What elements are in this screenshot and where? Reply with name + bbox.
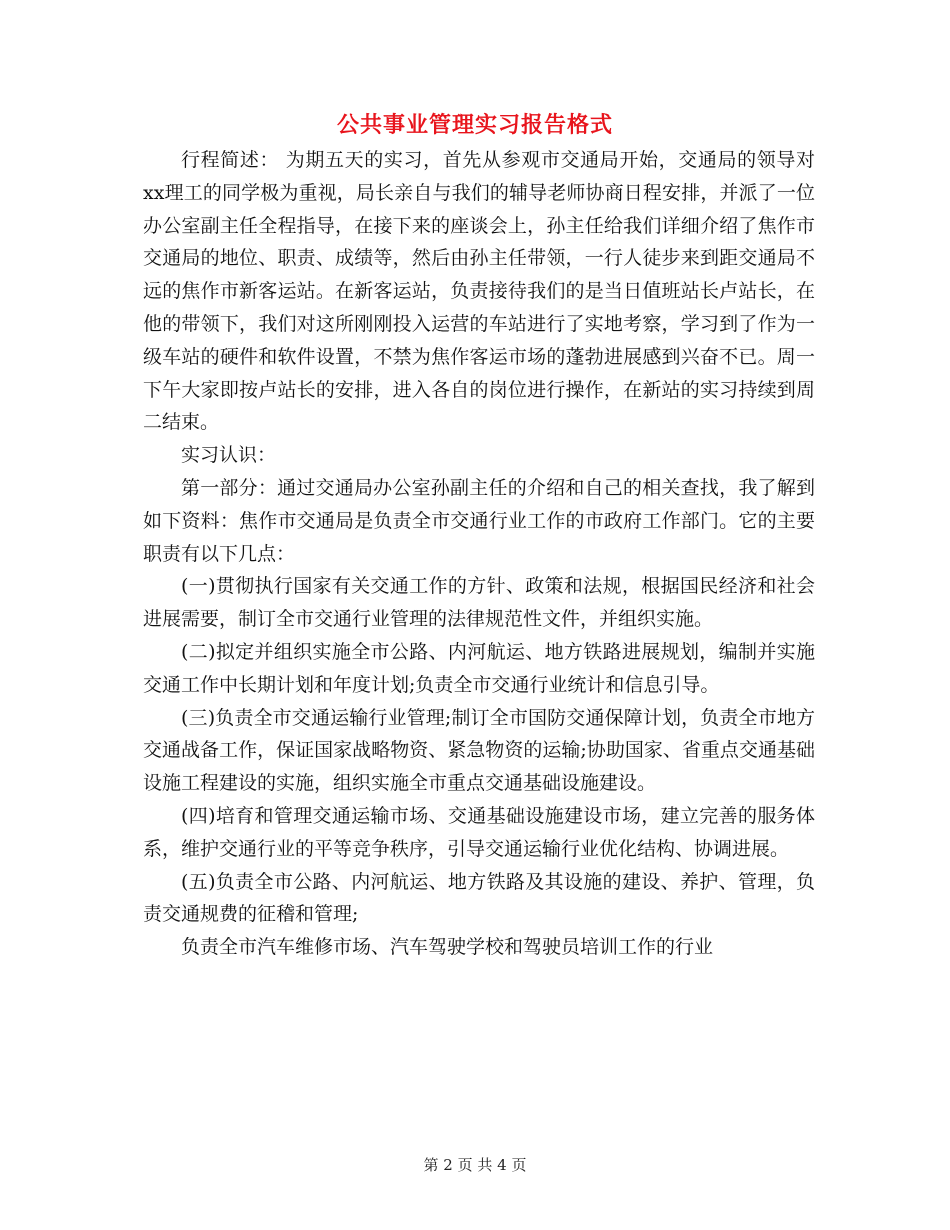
paragraph-itinerary: 行程简述： 为期五天的实习，首先从参观市交通局开始，交通局的领导对xx理工的同学极为重视，局长亲自与我们的辅导老师协商日程安排，并派了一位办公室副主任全程指导，在接下来的座谈会上，孙主任给我们详细介绍了焦作市交通局的地位、职责、成绩等，然后由孙主任带领，一行人徒步来到距交通局不远的焦作市新客运站。在新客运站，负责接待我们的是当日值班站长卢站长，在他的带领下，我们对这所刚刚投入运营的车站进行了实地考察，学习到了作为一级车站的硬件和软件设置，不禁为焦作客运市场的蓬勃进展感到兴奋不已。周一下午大家即按卢站长的安排，进入各自的岗位进行操作，在新站的实习持续到周二结束。 — [143, 149, 815, 434]
paragraph-duty-1: (一)贯彻执行国家有关交通工作的方针、政策和法规，根据国民经济和社会进展需要，制订全市交通行业管理的法律规范性文件，并组织实施。 — [143, 575, 815, 631]
paragraph-duty-4: (四)培育和管理交通运输市场、交通基础设施建设市场，建立完善的服务体系，维护交通行业的平等竞争秩序，引导交通运输行业优化结构、协调进展。 — [143, 804, 815, 860]
paragraph-duty-5: (五)负责全市公路、内河航运、地方铁路及其设施的建设、养护、管理，负责交通规费的征稽和管理; — [143, 870, 815, 926]
page-number-footer: 第 2 页 共 4 页 — [423, 1156, 527, 1174]
paragraph-duty-6: 负责全市汽车维修市场、汽车驾驶学校和驾驶员培训工作的行业 — [181, 936, 714, 959]
paragraph-part-one: 第一部分：通过交通局办公室孙副主任的介绍和自己的相关查找，我了解到如下资料：焦作市交通局是负责全市交通行业工作的市政府工作部门。它的主要职责有以下几点： — [143, 476, 815, 565]
paragraph-heading-understanding: 实习认识： — [181, 444, 277, 467]
paragraph-duty-3: (三)负责全市交通运输行业管理;制订全市国防交通保障计划，负责全市地方交通战备工作，保证国家战略物资、紧急物资的运输;协助国家、省重点交通基础设施工程建设的实施，组织实施全市重点交通基础设施建设。 — [143, 706, 815, 795]
document-body — [143, 144, 815, 964]
paragraph-duty-2: (二)拟定并组织实施全市公路、内河航运、地方铁路进展规划，编制并实施交通工作中长期计划和年度计划;负责全市交通行业统计和信息引导。 — [143, 640, 815, 696]
document-title: 公共事业管理实习报告格式 — [336, 112, 613, 138]
